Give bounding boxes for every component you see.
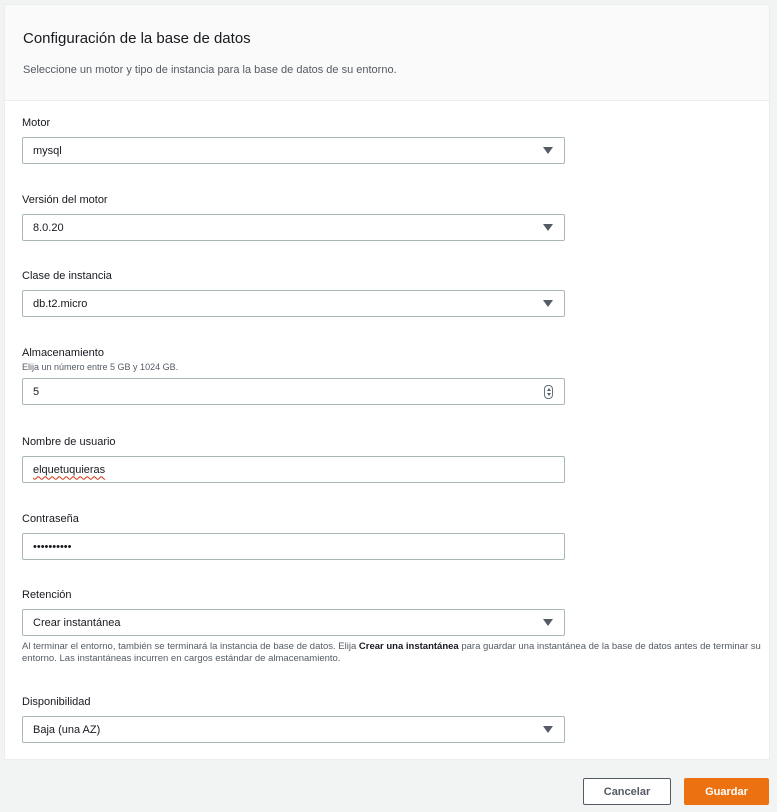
username-field (22, 435, 565, 483)
save-button[interactable]: Guardar (684, 778, 769, 805)
instance-class-label: Clase de instancia (22, 270, 112, 282)
password-input[interactable] (22, 533, 565, 560)
engine-version-select[interactable] (22, 214, 565, 241)
spin-down-icon (547, 393, 551, 396)
retention-note-end: para guardar una instantánea de la base de datos antes de terminar su entorno. Las instantáneas incurren en cargos estándar de almacenamiento. (22, 641, 761, 664)
storage-input[interactable] (22, 378, 565, 405)
storage-hint: Elija un número entre 5 GB y 1024 GB. (22, 362, 179, 372)
password-value: •••••••••• (33, 540, 72, 553)
availability-label: Disponibilidad (22, 696, 91, 708)
password-field (22, 512, 565, 560)
retention-label: Retención (22, 589, 72, 601)
spinner-icon[interactable] (544, 385, 553, 399)
engine-version-label: Versión del motor (22, 194, 108, 206)
caret-down-icon (543, 224, 553, 231)
instance-class-field (22, 269, 565, 317)
caret-down-icon (543, 147, 553, 154)
storage-value: 5 (33, 385, 40, 398)
username-input[interactable] (22, 456, 565, 483)
instance-class-value: db.t2.micro (33, 297, 88, 310)
engine-value: mysql (33, 144, 62, 157)
engine-label: Motor (22, 117, 51, 129)
availability-field (22, 695, 565, 743)
caret-down-icon (543, 726, 553, 733)
panel-description: Seleccione un motor y tipo de instancia para la base de datos de su entorno. (23, 64, 397, 76)
retention-note (22, 641, 762, 665)
retention-note-bold: Crear una instantánea (358, 641, 459, 652)
username-label: Nombre de usuario (22, 436, 116, 448)
storage-label: Almacenamiento (22, 347, 104, 359)
engine-version-value: 8.0.20 (33, 221, 64, 234)
panel-title: Configuración de la base de datos (23, 30, 251, 47)
database-config-panel (4, 4, 770, 760)
storage-field (22, 346, 565, 405)
engine-select[interactable] (22, 137, 565, 164)
cancel-button[interactable]: Cancelar (583, 778, 671, 805)
caret-down-icon (543, 619, 553, 626)
instance-class-select[interactable] (22, 290, 565, 317)
caret-down-icon (543, 300, 553, 307)
spin-up-icon (547, 388, 551, 391)
password-label: Contraseña (22, 513, 79, 525)
retention-value: Crear instantánea (33, 616, 121, 629)
username-value: elquetuquieras (33, 463, 106, 476)
panel-header (5, 5, 769, 101)
retention-field (22, 588, 761, 665)
availability-select[interactable] (22, 716, 565, 743)
engine-version-field (22, 193, 565, 241)
engine-field (22, 116, 565, 164)
retention-note-start: Al terminar el entorno, también se terminará la instancia de base de datos. Elija (22, 641, 359, 652)
availability-value: Baja (una AZ) (33, 723, 101, 736)
retention-select[interactable] (22, 609, 565, 636)
